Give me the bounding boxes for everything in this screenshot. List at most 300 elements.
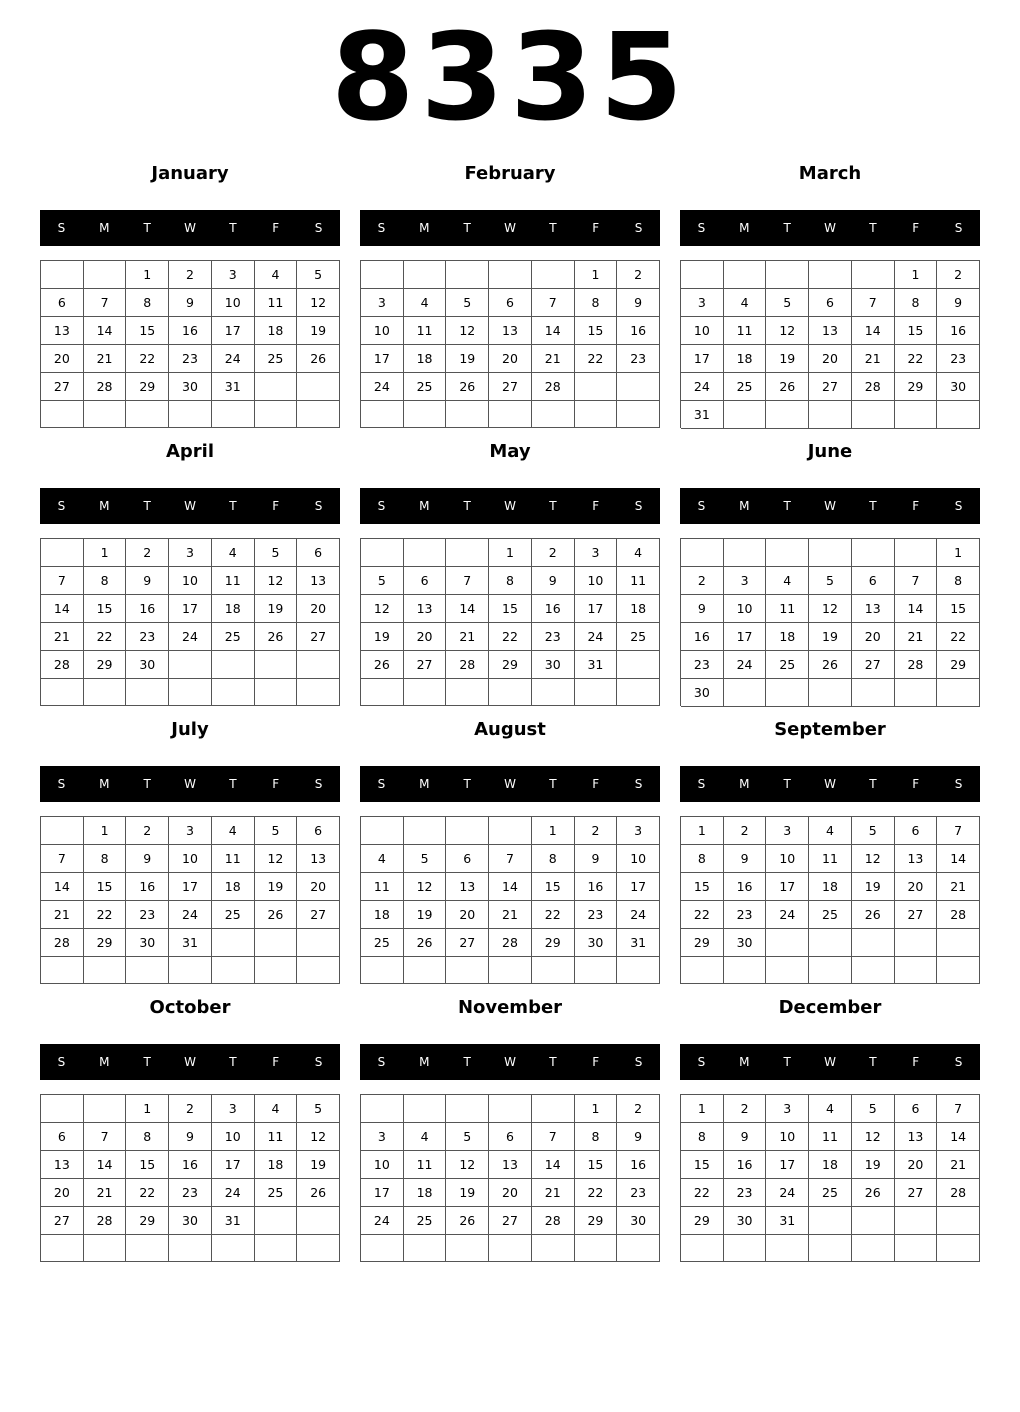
- weekday-label: F: [592, 777, 600, 791]
- day-cell: 29: [937, 651, 980, 679]
- day-cell: 5: [852, 817, 895, 845]
- day-cell: 29: [126, 373, 169, 401]
- day-cell: 26: [297, 1179, 340, 1207]
- day-cell: 9: [126, 845, 169, 873]
- day-cell: [895, 1207, 938, 1235]
- day-cell: 25: [617, 623, 660, 651]
- weekday-label: T: [463, 221, 471, 235]
- day-cell: 12: [446, 317, 489, 345]
- day-cell: 29: [126, 1207, 169, 1235]
- day-cell: [809, 401, 852, 429]
- month-title: May: [489, 441, 531, 462]
- day-cell: [84, 1235, 127, 1262]
- day-cell: 19: [255, 873, 298, 901]
- day-cell: 4: [766, 567, 809, 595]
- month-november: [360, 990, 660, 1262]
- day-cell: 21: [84, 1179, 127, 1207]
- day-cell: 27: [41, 1207, 84, 1235]
- weekday-header: [40, 488, 340, 524]
- day-cell: [532, 261, 575, 289]
- day-cell: 13: [297, 845, 340, 873]
- day-cell: 1: [681, 817, 724, 845]
- day-cell: 26: [766, 373, 809, 401]
- weekday-header: [360, 1044, 660, 1080]
- day-cell: [852, 957, 895, 984]
- day-cell: 12: [297, 1123, 340, 1151]
- day-cell: 6: [895, 817, 938, 845]
- weekday-header: [40, 210, 340, 246]
- day-cell: 24: [212, 345, 255, 373]
- day-cell: 2: [617, 261, 660, 289]
- day-cell: 31: [212, 373, 255, 401]
- day-cell: [809, 1235, 852, 1262]
- weekday-label: M: [99, 1055, 110, 1069]
- day-cell: [532, 957, 575, 984]
- day-cell: 25: [809, 901, 852, 929]
- day-cell: 24: [575, 623, 618, 651]
- weekday-label: W: [504, 499, 516, 513]
- day-cell: [489, 679, 532, 706]
- day-cell: 1: [681, 1095, 724, 1123]
- day-grid: [360, 538, 660, 706]
- day-cell: 9: [617, 1123, 660, 1151]
- day-cell: [617, 957, 660, 984]
- day-cell: 8: [681, 845, 724, 873]
- day-cell: 19: [446, 1179, 489, 1207]
- day-cell: 26: [255, 623, 298, 651]
- day-cell: [404, 957, 447, 984]
- day-cell: [255, 401, 298, 428]
- day-cell: 19: [852, 1151, 895, 1179]
- day-cell: 22: [84, 623, 127, 651]
- day-cell: 28: [489, 929, 532, 957]
- weekday-label: S: [377, 221, 386, 235]
- day-cell: 2: [126, 817, 169, 845]
- day-cell: 11: [404, 1151, 447, 1179]
- month-december: [680, 990, 980, 1262]
- year-title: 8335: [331, 9, 689, 148]
- day-cell: 17: [169, 873, 212, 901]
- day-cell: [255, 373, 298, 401]
- day-cell: 9: [724, 1123, 767, 1151]
- day-cell: [895, 539, 938, 567]
- day-cell: 18: [212, 873, 255, 901]
- weekday-header: [680, 210, 980, 246]
- day-cell: 24: [212, 1179, 255, 1207]
- weekday-label: S: [634, 221, 643, 235]
- day-cell: [532, 679, 575, 706]
- day-cell: 5: [297, 261, 340, 289]
- day-cell: 24: [361, 1207, 404, 1235]
- day-cell: 3: [169, 817, 212, 845]
- day-cell: 19: [297, 1151, 340, 1179]
- day-cell: [446, 957, 489, 984]
- day-cell: [575, 1235, 618, 1262]
- month-february: [360, 156, 660, 428]
- day-cell: 13: [297, 567, 340, 595]
- day-cell: 13: [809, 317, 852, 345]
- day-cell: [41, 957, 84, 984]
- day-cell: 10: [361, 1151, 404, 1179]
- day-cell: 9: [169, 1123, 212, 1151]
- weekday-label: W: [184, 499, 196, 513]
- weekday-label: W: [504, 777, 516, 791]
- day-cell: 27: [852, 651, 895, 679]
- day-cell: 24: [724, 651, 767, 679]
- day-cell: 14: [84, 317, 127, 345]
- day-cell: [766, 929, 809, 957]
- day-cell: 6: [809, 289, 852, 317]
- day-cell: [724, 261, 767, 289]
- day-cell: 29: [895, 373, 938, 401]
- weekday-label: W: [824, 777, 836, 791]
- day-cell: 12: [297, 289, 340, 317]
- day-cell: 2: [617, 1095, 660, 1123]
- day-cell: 18: [212, 595, 255, 623]
- day-cell: 3: [575, 539, 618, 567]
- day-cell: 9: [169, 289, 212, 317]
- day-cell: [724, 957, 767, 984]
- day-cell: [809, 929, 852, 957]
- day-cell: 26: [852, 901, 895, 929]
- weekday-label: S: [954, 499, 963, 513]
- day-cell: 22: [126, 345, 169, 373]
- day-cell: 1: [126, 261, 169, 289]
- day-cell: 10: [724, 595, 767, 623]
- day-grid: [40, 260, 340, 428]
- day-cell: 29: [84, 929, 127, 957]
- day-cell: 25: [766, 651, 809, 679]
- day-cell: 23: [126, 901, 169, 929]
- day-cell: 20: [297, 595, 340, 623]
- day-cell: 4: [255, 261, 298, 289]
- day-cell: [532, 1095, 575, 1123]
- day-cell: [895, 401, 938, 429]
- day-cell: [297, 1207, 340, 1235]
- day-cell: 12: [852, 1123, 895, 1151]
- day-cell: 16: [532, 595, 575, 623]
- day-cell: 17: [361, 345, 404, 373]
- day-cell: [489, 1235, 532, 1262]
- day-cell: [297, 401, 340, 428]
- weekday-label: M: [419, 1055, 430, 1069]
- day-cell: [255, 929, 298, 957]
- day-cell: 17: [361, 1179, 404, 1207]
- day-cell: 15: [937, 595, 980, 623]
- month-title: October: [149, 997, 231, 1018]
- day-cell: 2: [724, 1095, 767, 1123]
- day-cell: [489, 957, 532, 984]
- day-cell: [489, 817, 532, 845]
- weekday-label: S: [634, 499, 643, 513]
- day-cell: 8: [532, 845, 575, 873]
- day-grid: [360, 816, 660, 984]
- day-cell: 2: [937, 261, 980, 289]
- day-cell: [446, 679, 489, 706]
- day-cell: 18: [255, 317, 298, 345]
- day-cell: [575, 679, 618, 706]
- day-cell: [297, 373, 340, 401]
- weekday-label: M: [739, 1055, 750, 1069]
- month-march: [680, 156, 980, 428]
- day-cell: 31: [617, 929, 660, 957]
- day-cell: 18: [361, 901, 404, 929]
- day-cell: 30: [724, 1207, 767, 1235]
- day-cell: 26: [255, 901, 298, 929]
- day-cell: 7: [84, 289, 127, 317]
- day-cell: [126, 401, 169, 428]
- day-cell: 9: [126, 567, 169, 595]
- day-cell: 15: [681, 873, 724, 901]
- day-cell: 3: [212, 1095, 255, 1123]
- day-cell: 10: [617, 845, 660, 873]
- day-cell: 22: [895, 345, 938, 373]
- weekday-header: [360, 210, 660, 246]
- day-cell: 12: [766, 317, 809, 345]
- day-cell: 31: [212, 1207, 255, 1235]
- month-october: [40, 990, 340, 1262]
- day-cell: [255, 651, 298, 679]
- day-cell: 27: [809, 373, 852, 401]
- day-cell: 21: [489, 901, 532, 929]
- day-cell: 17: [169, 595, 212, 623]
- day-cell: 6: [489, 289, 532, 317]
- day-cell: 22: [681, 901, 724, 929]
- day-cell: [617, 373, 660, 401]
- day-cell: [937, 679, 980, 707]
- day-cell: [212, 651, 255, 679]
- day-cell: 8: [681, 1123, 724, 1151]
- day-cell: 1: [575, 1095, 618, 1123]
- weekday-label: M: [99, 499, 110, 513]
- weekday-label: T: [229, 777, 237, 791]
- day-cell: 5: [255, 817, 298, 845]
- day-cell: 11: [212, 845, 255, 873]
- day-cell: 25: [255, 1179, 298, 1207]
- day-cell: 4: [361, 845, 404, 873]
- day-cell: [297, 929, 340, 957]
- day-cell: 5: [255, 539, 298, 567]
- day-cell: 16: [617, 1151, 660, 1179]
- day-cell: [404, 261, 447, 289]
- day-cell: 29: [681, 929, 724, 957]
- weekday-label: T: [229, 499, 237, 513]
- day-cell: 7: [852, 289, 895, 317]
- day-cell: 7: [532, 289, 575, 317]
- day-cell: 31: [169, 929, 212, 957]
- weekday-label: S: [57, 1055, 66, 1069]
- day-cell: 8: [489, 567, 532, 595]
- day-cell: 23: [126, 623, 169, 651]
- day-cell: 18: [809, 873, 852, 901]
- day-cell: 25: [361, 929, 404, 957]
- day-cell: 4: [212, 539, 255, 567]
- day-cell: 31: [681, 401, 724, 429]
- day-cell: [255, 957, 298, 984]
- day-cell: 5: [766, 289, 809, 317]
- day-cell: [852, 1207, 895, 1235]
- month-title: August: [474, 719, 546, 740]
- day-cell: 2: [681, 567, 724, 595]
- day-cell: [809, 539, 852, 567]
- day-cell: [724, 539, 767, 567]
- weekday-label: T: [869, 1055, 877, 1069]
- day-cell: 8: [126, 289, 169, 317]
- day-cell: 20: [489, 1179, 532, 1207]
- day-cell: [126, 957, 169, 984]
- day-cell: [41, 261, 84, 289]
- day-cell: [361, 539, 404, 567]
- day-cell: [724, 401, 767, 429]
- weekday-label: T: [463, 499, 471, 513]
- day-cell: 14: [895, 595, 938, 623]
- day-cell: 28: [84, 373, 127, 401]
- month-title: December: [778, 997, 882, 1018]
- weekday-label: W: [184, 1055, 196, 1069]
- day-cell: [852, 929, 895, 957]
- day-cell: [212, 679, 255, 706]
- day-grid: [680, 538, 980, 706]
- day-cell: 2: [575, 817, 618, 845]
- day-grid: [680, 260, 980, 428]
- weekday-label: T: [783, 777, 791, 791]
- weekday-label: W: [824, 499, 836, 513]
- day-cell: 19: [297, 317, 340, 345]
- weekday-label: M: [739, 777, 750, 791]
- day-cell: [361, 679, 404, 706]
- day-cell: 19: [852, 873, 895, 901]
- day-cell: 14: [852, 317, 895, 345]
- day-cell: 22: [575, 1179, 618, 1207]
- day-cell: 29: [532, 929, 575, 957]
- day-cell: [617, 679, 660, 706]
- day-cell: 27: [489, 1207, 532, 1235]
- day-cell: 18: [809, 1151, 852, 1179]
- day-cell: 12: [809, 595, 852, 623]
- day-cell: 28: [532, 1207, 575, 1235]
- day-cell: 20: [895, 873, 938, 901]
- day-cell: 17: [724, 623, 767, 651]
- month-january: [40, 156, 340, 428]
- day-cell: 5: [404, 845, 447, 873]
- day-cell: 29: [84, 651, 127, 679]
- day-cell: 1: [937, 539, 980, 567]
- day-cell: 8: [575, 1123, 618, 1151]
- day-cell: 31: [766, 1207, 809, 1235]
- month-april: [40, 434, 340, 706]
- day-cell: 12: [361, 595, 404, 623]
- weekday-label: S: [697, 1055, 706, 1069]
- day-cell: 9: [724, 845, 767, 873]
- day-cell: [766, 1235, 809, 1262]
- day-cell: 25: [404, 373, 447, 401]
- day-cell: 23: [169, 345, 212, 373]
- day-cell: 23: [724, 1179, 767, 1207]
- month-july: [40, 712, 340, 984]
- day-cell: [212, 401, 255, 428]
- day-cell: 4: [404, 289, 447, 317]
- day-cell: 11: [617, 567, 660, 595]
- day-cell: 1: [489, 539, 532, 567]
- day-cell: 28: [41, 651, 84, 679]
- day-cell: [404, 679, 447, 706]
- day-cell: [617, 651, 660, 679]
- day-cell: 30: [126, 651, 169, 679]
- day-cell: 15: [126, 1151, 169, 1179]
- day-cell: [297, 1235, 340, 1262]
- day-cell: [41, 401, 84, 428]
- day-grid: [360, 1094, 660, 1262]
- day-cell: 13: [446, 873, 489, 901]
- weekday-label: W: [184, 221, 196, 235]
- day-cell: 26: [404, 929, 447, 957]
- day-cell: 2: [169, 1095, 212, 1123]
- day-cell: [84, 679, 127, 706]
- day-cell: 21: [937, 1151, 980, 1179]
- day-cell: 15: [575, 317, 618, 345]
- day-cell: 14: [84, 1151, 127, 1179]
- weekday-label: F: [592, 221, 600, 235]
- day-cell: 29: [489, 651, 532, 679]
- day-cell: 4: [724, 289, 767, 317]
- month-september: [680, 712, 980, 984]
- day-cell: [404, 1095, 447, 1123]
- weekday-label: F: [592, 1055, 600, 1069]
- day-cell: 26: [446, 1207, 489, 1235]
- day-cell: 24: [169, 901, 212, 929]
- day-cell: 7: [41, 845, 84, 873]
- day-cell: 27: [297, 623, 340, 651]
- day-cell: 13: [895, 845, 938, 873]
- day-cell: 25: [724, 373, 767, 401]
- day-cell: 7: [937, 1095, 980, 1123]
- day-cell: 17: [681, 345, 724, 373]
- day-cell: 6: [489, 1123, 532, 1151]
- day-cell: [361, 817, 404, 845]
- day-cell: [489, 261, 532, 289]
- weekday-header: [680, 1044, 980, 1080]
- day-cell: [361, 261, 404, 289]
- day-cell: 12: [446, 1151, 489, 1179]
- day-cell: 1: [84, 539, 127, 567]
- day-cell: 22: [532, 901, 575, 929]
- day-cell: 3: [361, 289, 404, 317]
- day-cell: 9: [617, 289, 660, 317]
- day-cell: 26: [809, 651, 852, 679]
- day-cell: 13: [895, 1123, 938, 1151]
- day-cell: 12: [852, 845, 895, 873]
- day-cell: 13: [489, 1151, 532, 1179]
- day-cell: 20: [809, 345, 852, 373]
- day-cell: [489, 1095, 532, 1123]
- weekday-label: W: [824, 1055, 836, 1069]
- day-cell: [937, 1207, 980, 1235]
- day-cell: 1: [84, 817, 127, 845]
- weekday-label: M: [99, 221, 110, 235]
- month-title: April: [165, 441, 215, 462]
- day-cell: 5: [852, 1095, 895, 1123]
- weekday-header: [40, 1044, 340, 1080]
- day-grid: [680, 816, 980, 984]
- weekday-header: [40, 766, 340, 802]
- day-grid: [680, 1094, 980, 1262]
- day-cell: 14: [489, 873, 532, 901]
- day-cell: [532, 401, 575, 428]
- day-cell: 21: [852, 345, 895, 373]
- day-cell: 3: [766, 1095, 809, 1123]
- day-cell: 28: [937, 1179, 980, 1207]
- day-cell: 10: [681, 317, 724, 345]
